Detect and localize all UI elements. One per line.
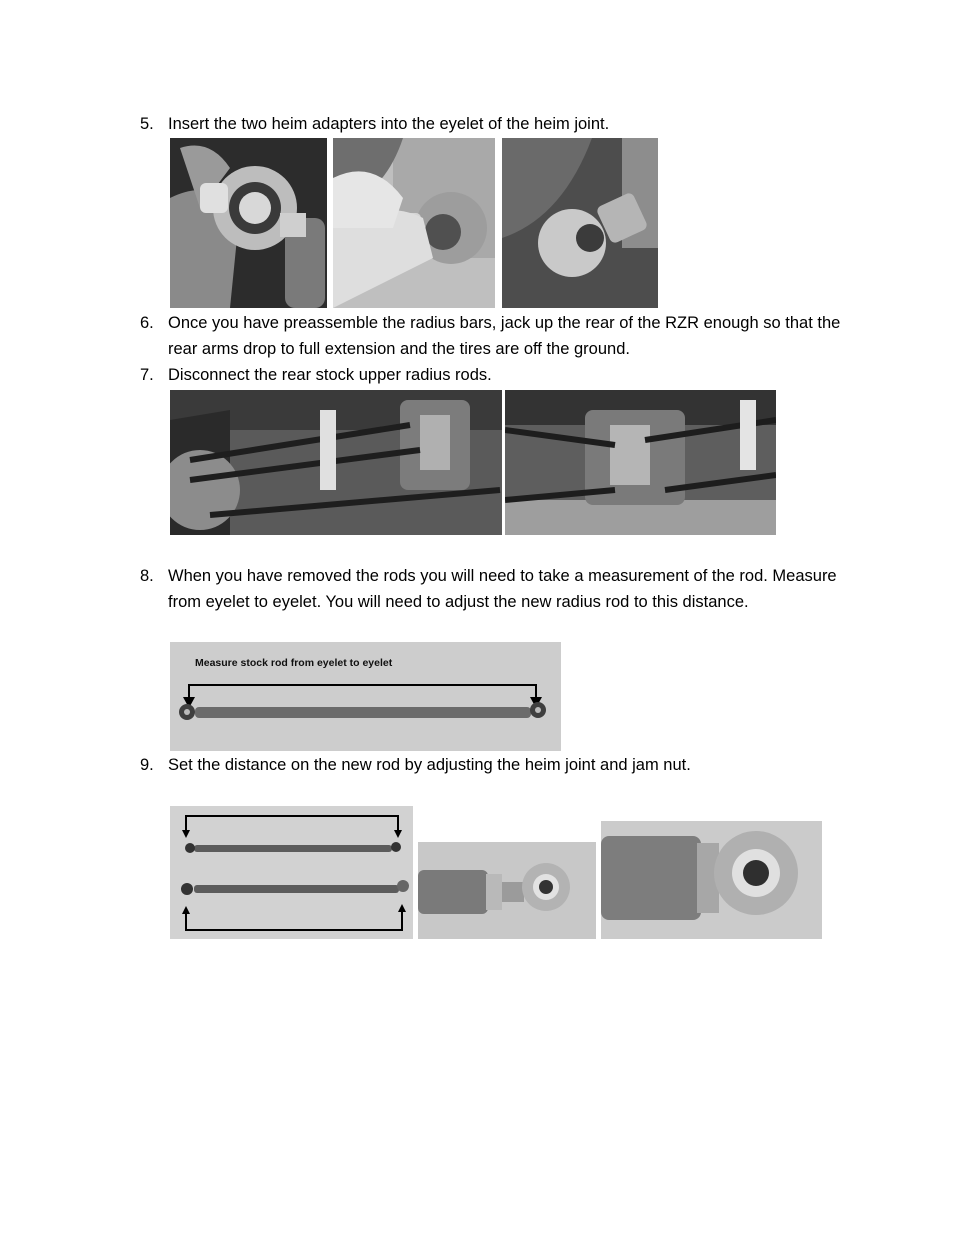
step-text: Once you have preassemble the radius bars, jack up the rear of the RZR enough so that the rear arms drop to full extension and the tires are off the ground. [168,314,841,358]
step-number: 6. [140,314,154,332]
figure-measure-stock-rod [170,642,561,751]
step-text: Disconnect the rear stock upper radius rods. [168,366,492,384]
photo-compare-rods [170,806,413,939]
step-number: 7. [140,366,154,384]
photo-rear-suspension-left [170,390,502,535]
step-number: 8. [140,567,154,585]
step-text: When you have removed the rods you will need to take a measurement of the rod. Measure from eyelet to eyelet. You will need to adjust the new radius rod to this distance. [168,567,837,611]
figure-caption: Measure stock rod from eyelet to eyelet [195,657,393,669]
photo-heim-joint-jam-nut [418,842,596,939]
step-number: 9. [140,756,154,774]
step-text: Set the distance on the new rod by adjusting the heim joint and jam nut. [168,756,691,774]
photo-heim-joint-closeup [601,821,822,939]
step-text: Insert the two heim adapters into the eyelet of the heim joint. [168,115,610,133]
step-number: 5. [140,115,154,133]
photo-heim-adapter-installed [502,138,658,308]
photo-heim-adapter-press [333,138,495,308]
photo-rear-suspension-right [505,390,776,535]
photo-heim-adapter-insert [170,138,327,308]
